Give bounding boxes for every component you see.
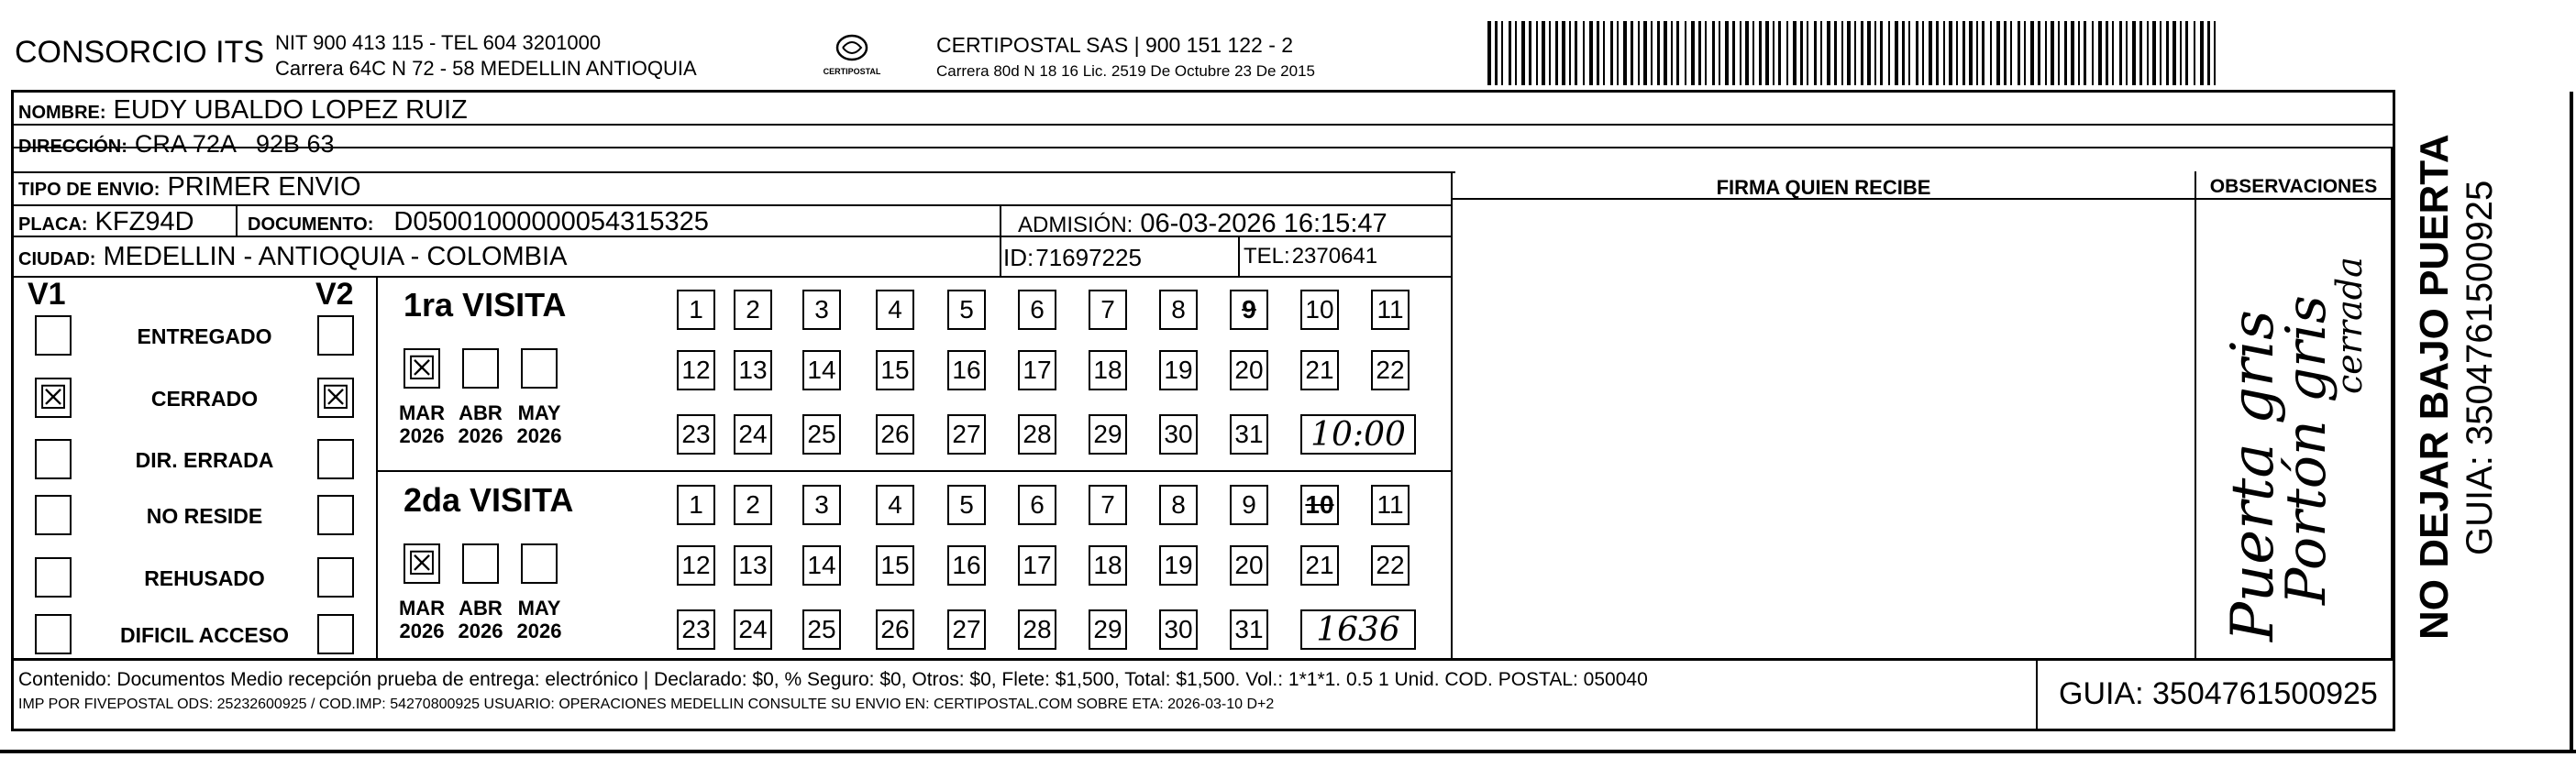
barcode-bar xyxy=(1861,21,1863,85)
v1-checkbox[interactable] xyxy=(35,614,72,654)
barcode-bar xyxy=(2172,21,2176,85)
day-box[interactable]: 19 xyxy=(1159,545,1198,586)
barcode-bar xyxy=(1976,21,1978,85)
barcode-bar xyxy=(2018,21,2020,85)
day-box[interactable]: 17 xyxy=(1018,350,1056,390)
day-box[interactable]: 14 xyxy=(802,350,841,390)
day-box[interactable]: 26 xyxy=(876,609,914,650)
barcode-bar xyxy=(1943,21,1945,85)
firma-header: FIRMA QUIEN RECIBE xyxy=(1716,176,1931,199)
day-box[interactable]: 29 xyxy=(1089,414,1127,455)
month-name: MAR xyxy=(398,401,446,424)
month-name: MAR xyxy=(398,597,446,620)
barcode-bar xyxy=(1922,21,1924,85)
v1-checkbox[interactable] xyxy=(35,439,72,479)
day-box[interactable]: 27 xyxy=(947,414,986,455)
day-box[interactable]: 18 xyxy=(1089,545,1127,586)
v2-checkbox[interactable] xyxy=(317,614,354,654)
barcode-bar xyxy=(1487,21,1491,85)
barcode-bar xyxy=(2166,21,2169,85)
tel: 2370641 xyxy=(1291,244,1378,269)
day-box[interactable]: 16 xyxy=(947,545,986,586)
barcode-bar xyxy=(1814,21,1817,85)
barcode-bar xyxy=(1841,21,1843,85)
day-box[interactable]: 11 xyxy=(1371,290,1410,330)
admision: 06-03-2026 16:15:47 xyxy=(1140,209,1388,238)
day-box[interactable]: 7 xyxy=(1089,290,1127,330)
barcode-bar xyxy=(2010,21,2012,85)
barcode-bar xyxy=(1752,21,1754,85)
barcode-bar xyxy=(1949,21,1952,85)
logo-caption: CERTIPOSTAL xyxy=(823,67,881,76)
v2-checkbox[interactable] xyxy=(317,439,354,479)
recipient-address: CRA 72A 92B 63 xyxy=(134,130,335,158)
barcode-bar xyxy=(1902,21,1905,85)
barcode-bar xyxy=(2126,21,2128,85)
barcode-bar xyxy=(1834,21,1837,85)
month-name: ABR xyxy=(459,597,503,620)
day-box[interactable]: 21 xyxy=(1300,545,1339,586)
logo-icon xyxy=(834,33,870,62)
barcode-bar xyxy=(1623,21,1627,85)
id-label: ID: xyxy=(1003,244,1034,271)
barcode-bar xyxy=(1956,21,1958,85)
day-box[interactable]: 18 xyxy=(1089,350,1127,390)
barcode-bar xyxy=(2180,21,2182,85)
barcode-bar xyxy=(1820,21,1822,85)
day-box[interactable]: 23 xyxy=(677,609,715,650)
v1-checkbox[interactable] xyxy=(35,495,72,535)
footer-imp: IMP POR FIVEPOSTAL ODS: 25232600925 / COD.IMP: 54270800925 USUARIO: OPERACIONES MEDELLIN CONSULTE SU ENVIO EN: CERTIPOSTAL.COM SOBRE ETA: 2026-03-10 D+2 xyxy=(18,697,1275,712)
barcode-bar xyxy=(1691,21,1695,85)
barcode-bar xyxy=(2078,21,2080,85)
day-box[interactable]: 22 xyxy=(1371,545,1410,586)
day-box[interactable]: 27 xyxy=(947,609,986,650)
day-box[interactable]: 28 xyxy=(1018,609,1056,650)
visit-time[interactable]: 10:00 xyxy=(1300,414,1416,455)
barcode-bar xyxy=(1969,21,1973,85)
ciudad: MEDELLIN - ANTIOQUIA - COLOMBIA xyxy=(103,242,568,271)
month-label xyxy=(453,401,508,447)
barcode-bar xyxy=(1515,21,1517,85)
day-box[interactable]: 8 xyxy=(1159,290,1198,330)
day-box[interactable]: 30 xyxy=(1159,609,1198,650)
company-address: Carrera 64C N 72 - 58 MEDELLIN ANTIOQUIA xyxy=(275,57,697,80)
v2-checkbox[interactable] xyxy=(317,557,354,598)
month-name: ABR xyxy=(459,401,503,424)
barcode-bar xyxy=(1542,21,1545,85)
barcode-bar xyxy=(1536,21,1538,85)
obs-handwritten-3: Portón gris xyxy=(2274,295,2338,605)
day-box[interactable]: 3 xyxy=(802,290,841,330)
company-name: CONSORCIO ITS xyxy=(15,35,265,70)
barcode-bar xyxy=(2194,21,2195,85)
barcode-bar xyxy=(1996,21,2000,85)
day-box[interactable]: 20 xyxy=(1230,350,1268,390)
day-box[interactable]: 2 xyxy=(734,485,772,525)
barcode-bar xyxy=(2119,21,2122,85)
tipo-envio: PRIMER ENVIO xyxy=(167,172,361,202)
barcode-bar xyxy=(2004,21,2007,85)
day-box[interactable]: 30 xyxy=(1159,414,1198,455)
barcode-bar xyxy=(1936,21,1939,85)
ciudad-label: CIUDAD: xyxy=(18,249,96,269)
barcode xyxy=(1487,21,2221,85)
no-dejar-bajo-puerta: NO DEJAR BAJO PUERTA xyxy=(2412,134,2457,640)
month-label xyxy=(512,401,567,447)
barcode-bar xyxy=(1495,21,1498,85)
barcode-bar xyxy=(1895,21,1898,85)
day-box[interactable]: 6 xyxy=(1018,485,1056,525)
visit-time[interactable]: 1636 xyxy=(1300,609,1416,650)
observaciones-header: OBSERVACIONES xyxy=(2209,176,2378,197)
barcode-bar xyxy=(2051,21,2054,85)
barcode-bar xyxy=(2112,21,2114,85)
barcode-bar xyxy=(2106,21,2108,85)
barcode-bar xyxy=(2058,21,2060,85)
barcode-bar xyxy=(2152,21,2156,85)
month-checkbox[interactable] xyxy=(521,348,558,389)
barcode-bar xyxy=(1685,21,1686,85)
v1-checkbox[interactable] xyxy=(35,557,72,598)
placa: KFZ94D xyxy=(94,207,194,236)
day-box[interactable]: 21 xyxy=(1300,350,1339,390)
barcode-bar xyxy=(1712,21,1715,85)
barcode-bar xyxy=(1773,21,1774,85)
day-box[interactable]: 16 xyxy=(947,350,986,390)
day-box[interactable]: 26 xyxy=(876,414,914,455)
barcode-bar xyxy=(1759,21,1762,85)
tipo-envio-label: TIPO DE ENVIO: xyxy=(18,180,160,200)
day-box[interactable]: 13 xyxy=(734,545,772,586)
barcode-bar xyxy=(1719,21,1720,85)
barcode-bar xyxy=(1569,21,1571,85)
barcode-bar xyxy=(1725,21,1729,85)
day-box[interactable]: 4 xyxy=(876,290,914,330)
v1-checkbox[interactable] xyxy=(35,315,72,356)
barcode-bar xyxy=(1929,21,1932,85)
barcode-bar xyxy=(1778,21,1781,85)
barcode-bar xyxy=(2030,21,2034,85)
month-checkbox[interactable]: ☒ xyxy=(404,543,440,584)
status-label: ENTREGADO xyxy=(137,324,272,348)
status-label: REHUSADO xyxy=(144,566,265,590)
barcode-bar xyxy=(2024,21,2026,85)
barcode-bar xyxy=(2214,21,2216,85)
barcode-bar xyxy=(2207,21,2210,85)
day-box[interactable]: 1 xyxy=(677,485,715,525)
barcode-bar xyxy=(1589,21,1593,85)
barcode-bar xyxy=(1745,21,1749,85)
barcode-bar xyxy=(1880,21,1883,85)
day-box[interactable]: 10 xyxy=(1300,290,1339,330)
barcode-bar xyxy=(1867,21,1871,85)
day-box[interactable]: 19 xyxy=(1159,350,1198,390)
footer-contenido: Contenido: Documentos Medio recepción prueba de entrega: electrónico | Declarado: $0, % Seguro: $0, Otros: $0, Flete: $1,500, Total: $1,500. Vol.: 1*1*1. 0.5 1 Unid. COD. POSTAL: 050040 xyxy=(18,669,1648,690)
month-year: 2026 xyxy=(458,620,503,642)
barcode-bar xyxy=(1631,21,1633,85)
documento-label: DOCUMENTO: xyxy=(248,214,374,235)
barcode-bar xyxy=(2139,21,2142,85)
license-line: Carrera 80d N 18 16 Lic. 2519 De Octubre 23 De 2015 xyxy=(936,62,1315,80)
barcode-bar xyxy=(1638,21,1640,85)
barcode-bar xyxy=(1854,21,1856,85)
month-name: MAY xyxy=(517,401,561,424)
day-box[interactable]: 31 xyxy=(1230,414,1268,455)
barcode-bar xyxy=(1521,21,1525,85)
nombre-label: NOMBRE: xyxy=(18,103,106,123)
barcode-bar xyxy=(2038,21,2040,85)
certipostal-logo xyxy=(811,33,893,76)
barcode-bar xyxy=(1916,21,1918,85)
status-label: NO RESIDE xyxy=(146,504,263,528)
barcode-bar xyxy=(2064,21,2067,85)
day-box[interactable]: 24 xyxy=(734,414,772,455)
barcode-bar xyxy=(1732,21,1735,85)
status-label: DIR. ERRADA xyxy=(135,448,274,472)
day-box[interactable]: 9 xyxy=(1230,290,1268,330)
barcode-bar xyxy=(1740,21,1741,85)
day-box[interactable]: 17 xyxy=(1018,545,1056,586)
barcode-bar xyxy=(2071,21,2074,85)
barcode-bar xyxy=(1676,21,1679,85)
month-checkbox[interactable]: ☒ xyxy=(404,348,440,389)
day-box[interactable]: 25 xyxy=(802,414,841,455)
barcode-bar xyxy=(1603,21,1605,85)
barcode-bar xyxy=(1982,21,1985,85)
barcode-bar xyxy=(2185,21,2188,85)
documento: D05001000000054315325 xyxy=(393,207,709,236)
barcode-bar xyxy=(1501,21,1503,85)
barcode-bar xyxy=(1617,21,1619,85)
day-box[interactable]: 5 xyxy=(947,290,986,330)
barcode-bar xyxy=(1888,21,1890,85)
day-box[interactable]: 12 xyxy=(677,350,715,390)
tel-label: TEL: xyxy=(1244,244,1290,269)
day-box[interactable]: 22 xyxy=(1371,350,1410,390)
barcode-bar xyxy=(1555,21,1558,85)
barcode-bar xyxy=(1793,21,1797,85)
day-box[interactable]: 24 xyxy=(734,609,772,650)
day-box[interactable]: 5 xyxy=(947,485,986,525)
barcode-bar xyxy=(1509,21,1511,85)
month-year: 2026 xyxy=(399,620,445,642)
day-box[interactable]: 12 xyxy=(677,545,715,586)
barcode-bar xyxy=(1657,21,1660,85)
day-box[interactable]: 28 xyxy=(1018,414,1056,455)
side-guia: GUIA: 3504761500925 xyxy=(2460,180,2500,555)
status-label: CERRADO xyxy=(150,387,259,411)
barcode-bar xyxy=(1549,21,1551,85)
day-box[interactable]: 4 xyxy=(876,485,914,525)
barcode-bar xyxy=(1575,21,1577,85)
recipient-name: EUDY UBALDO LOPEZ RUIZ xyxy=(113,95,468,125)
barcode-bar xyxy=(1807,21,1808,85)
month-label xyxy=(512,597,567,642)
company-nit: NIT 900 413 115 - TEL 604 3201000 xyxy=(275,31,602,54)
barcode-bar xyxy=(1529,21,1531,85)
barcode-bar xyxy=(1643,21,1647,85)
day-box[interactable]: 31 xyxy=(1230,609,1268,650)
v2-checkbox[interactable] xyxy=(317,315,354,356)
placa-label: PLACA: xyxy=(18,214,88,235)
day-box[interactable]: 13 xyxy=(734,350,772,390)
month-year: 2026 xyxy=(516,424,562,447)
v2-checkbox[interactable] xyxy=(317,495,354,535)
month-label xyxy=(394,401,449,447)
barcode-bar xyxy=(1664,21,1667,85)
month-checkbox[interactable] xyxy=(462,348,499,389)
day-box[interactable]: 3 xyxy=(802,485,841,525)
day-box[interactable]: 2 xyxy=(734,290,772,330)
day-box[interactable]: 14 xyxy=(802,545,841,586)
barcode-bar xyxy=(1671,21,1673,85)
direccion-label: DIRECCIÓN: xyxy=(18,137,127,157)
month-year: 2026 xyxy=(516,620,562,642)
month-label xyxy=(453,597,508,642)
barcode-bar xyxy=(2098,21,2102,85)
barcode-bar xyxy=(1908,21,1910,85)
barcode-bar xyxy=(1562,21,1565,85)
barcode-bar xyxy=(1705,21,1707,85)
day-box[interactable]: 15 xyxy=(876,350,914,390)
day-box[interactable]: 11 xyxy=(1371,485,1410,525)
id-number: 71697225 xyxy=(1035,244,1142,271)
day-box[interactable]: 8 xyxy=(1159,485,1198,525)
barcode-bar xyxy=(2084,21,2086,85)
obs-handwritten-2: cerrada xyxy=(2329,257,2370,394)
day-box[interactable]: 15 xyxy=(876,545,914,586)
barcode-bar xyxy=(1847,21,1851,85)
obs-handwritten-1: Puerta gris xyxy=(2219,310,2287,642)
month-label xyxy=(394,597,449,642)
barcode-bar xyxy=(1874,21,1876,85)
barcode-bar xyxy=(1597,21,1599,85)
day-box[interactable]: 23 xyxy=(677,414,715,455)
barcode-bar xyxy=(2132,21,2136,85)
status-label: DIFICIL ACCESO xyxy=(119,623,289,647)
day-box[interactable]: 6 xyxy=(1018,290,1056,330)
barcode-bar xyxy=(2200,21,2204,85)
day-box[interactable]: 9 xyxy=(1230,485,1268,525)
v1-checkbox[interactable]: ☒ xyxy=(35,378,72,418)
barcode-bar xyxy=(1786,21,1788,85)
carrier-line: CERTIPOSTAL SAS | 900 151 122 - 2 xyxy=(936,33,1294,57)
day-box[interactable]: 25 xyxy=(802,609,841,650)
month-year: 2026 xyxy=(458,424,503,447)
barcode-bar xyxy=(1651,21,1653,85)
day-box[interactable]: 7 xyxy=(1089,485,1127,525)
v2-checkbox[interactable]: ☒ xyxy=(317,378,354,418)
barcode-bar xyxy=(1610,21,1613,85)
barcode-bar xyxy=(1827,21,1830,85)
barcode-bar xyxy=(1800,21,1803,85)
month-name: MAY xyxy=(517,597,561,620)
month-checkbox[interactable] xyxy=(462,543,499,584)
barcode-bar xyxy=(1962,21,1965,85)
barcode-bar xyxy=(1990,21,1992,85)
v2-header: V2 xyxy=(315,277,354,312)
visit-title: 1ra VISITA xyxy=(404,286,567,324)
barcode-bar xyxy=(2092,21,2094,85)
barcode-bar xyxy=(1698,21,1701,85)
day-box[interactable]: 1 xyxy=(677,290,715,330)
barcode-bar xyxy=(2045,21,2047,85)
month-year: 2026 xyxy=(399,424,445,447)
barcode-bar xyxy=(2147,21,2149,85)
barcode-bar xyxy=(1583,21,1585,85)
v1-header: V1 xyxy=(28,277,66,312)
visit-title: 2da VISITA xyxy=(404,481,574,519)
barcode-bar xyxy=(1765,21,1769,85)
month-checkbox[interactable] xyxy=(521,543,558,584)
day-box[interactable]: 20 xyxy=(1230,545,1268,586)
footer-guia: GUIA: 3504761500925 xyxy=(2059,676,2378,711)
day-box[interactable]: 10 xyxy=(1300,485,1339,525)
barcode-bar xyxy=(2160,21,2161,85)
day-box[interactable]: 29 xyxy=(1089,609,1127,650)
admision-label: ADMISIÓN: xyxy=(1018,213,1133,237)
